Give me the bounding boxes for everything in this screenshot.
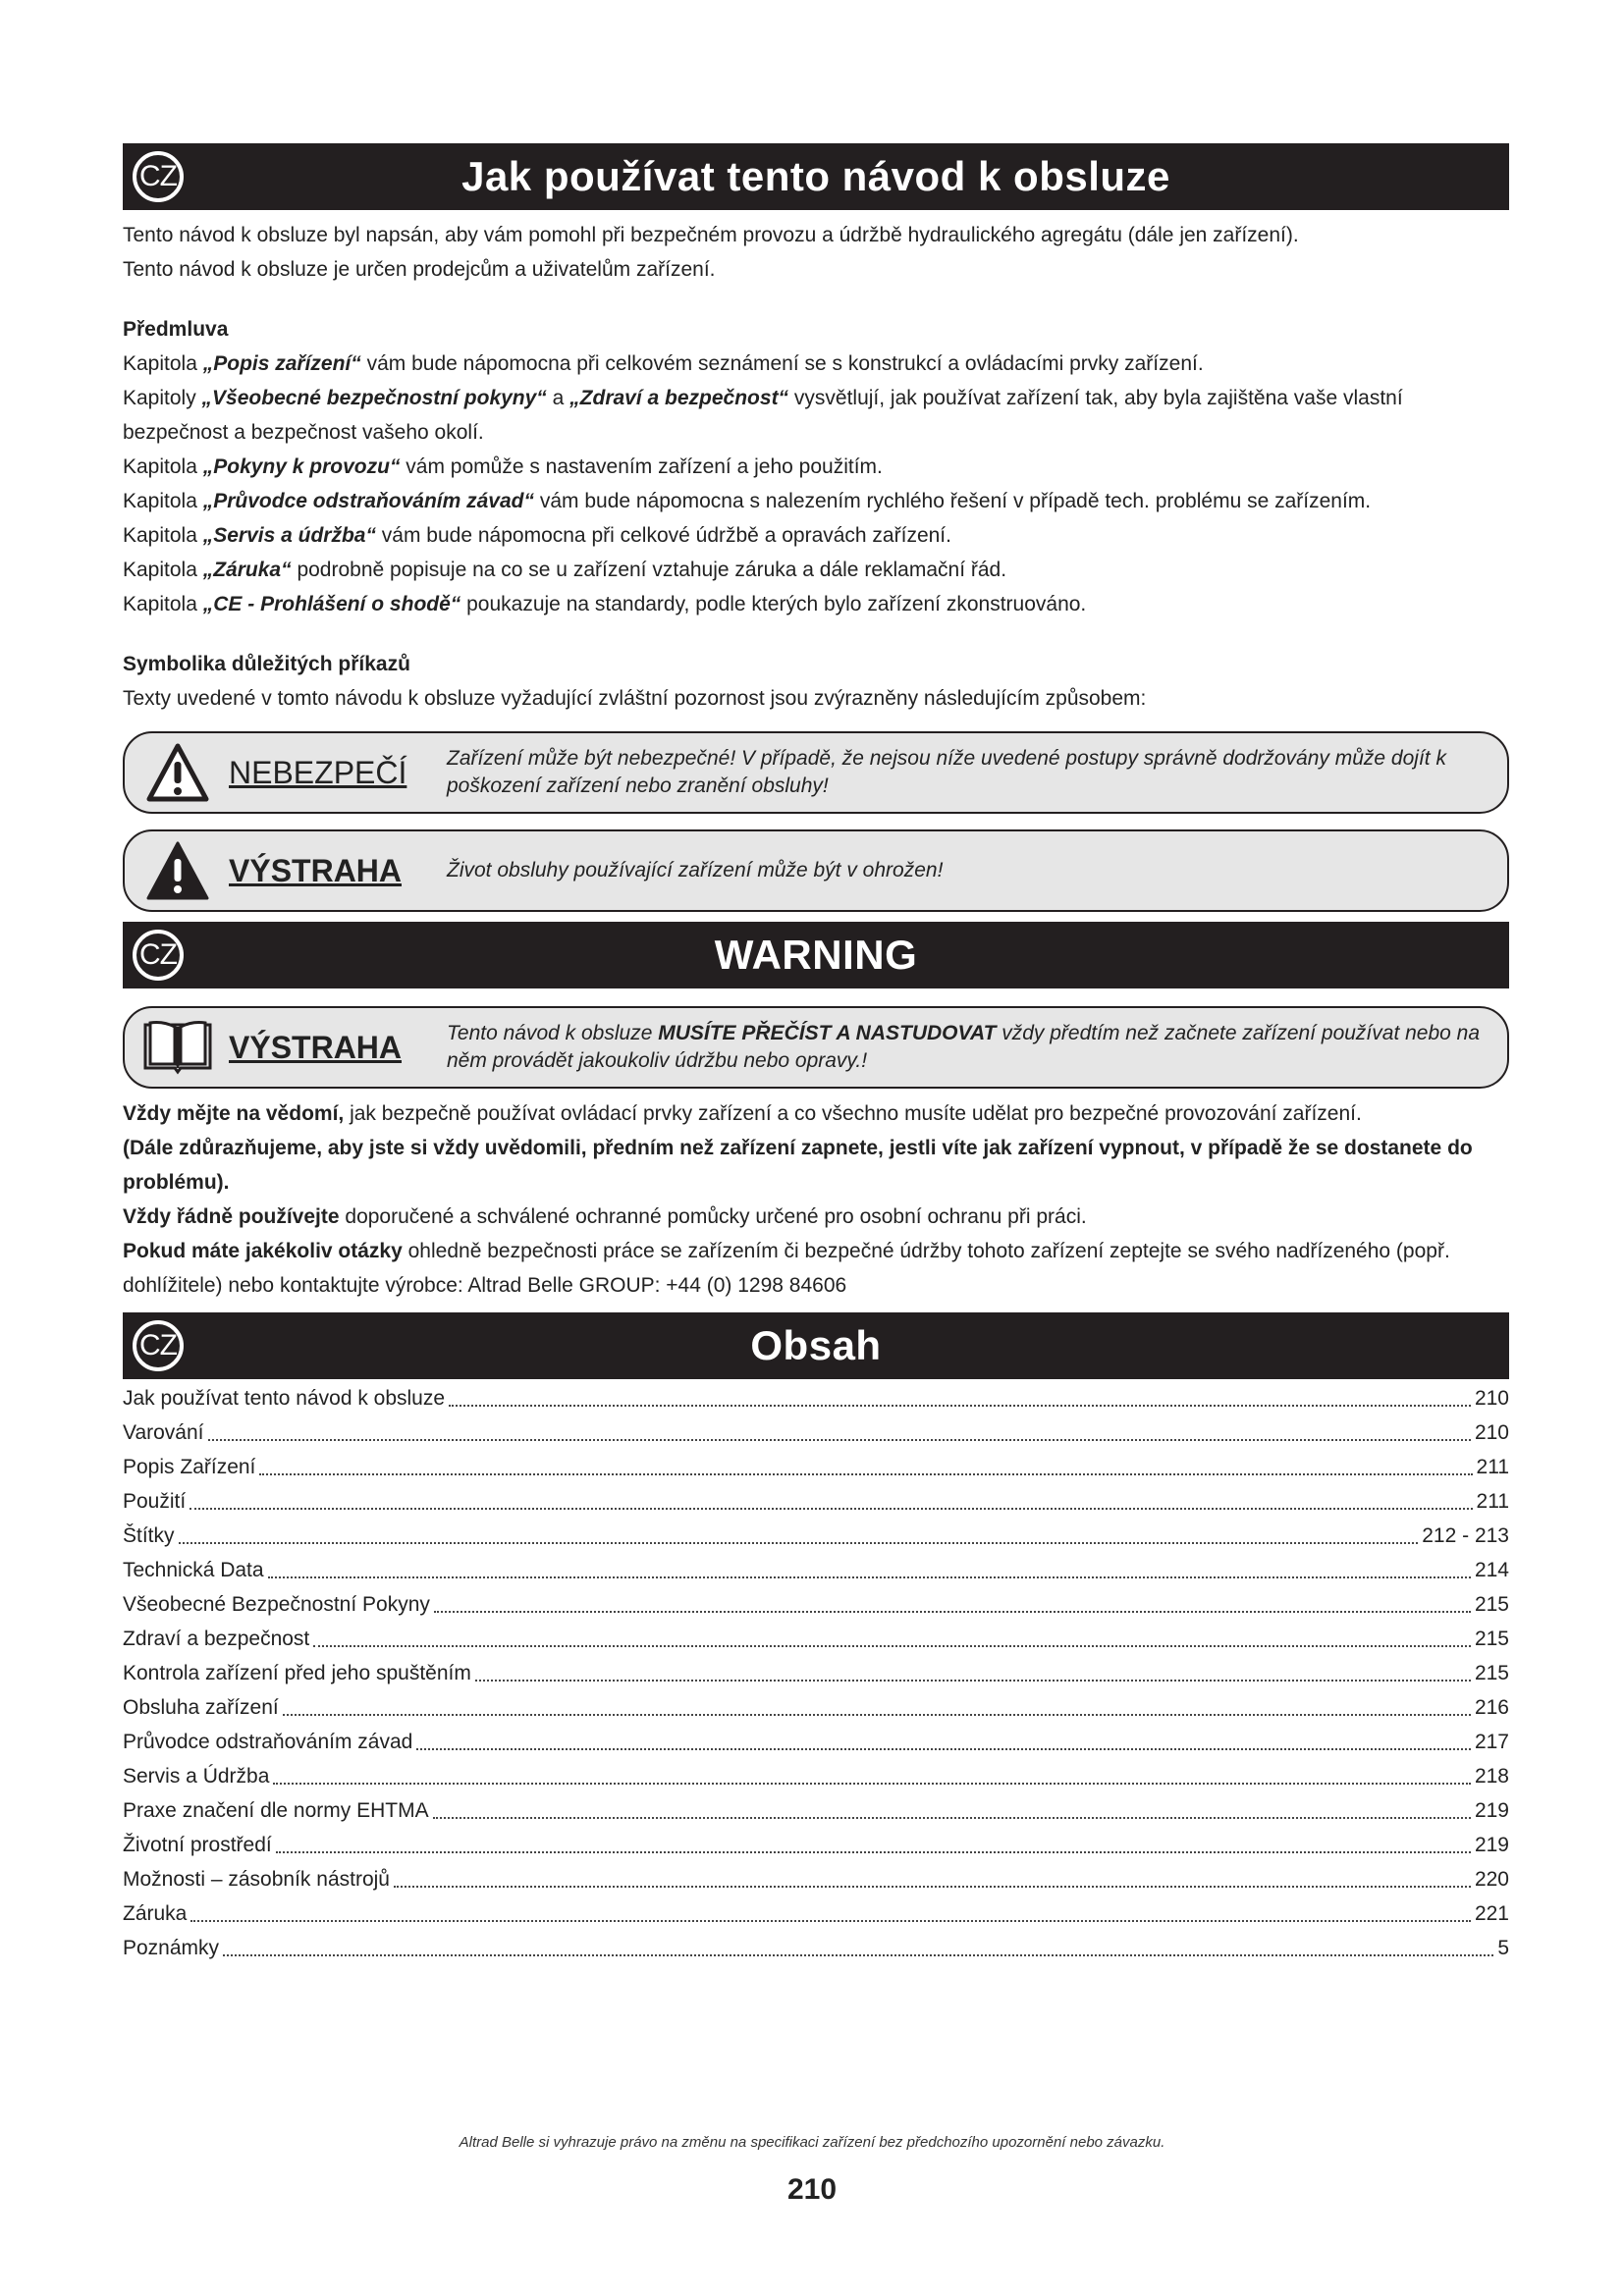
preface-item: Kapitola „Záruka“ podrobně popisuje na co se u zařízení vztahuje záruka a dále reklamační řád. [123,559,1007,581]
toc-entry[interactable] [123,1450,1509,1484]
toc-entry-title: Všeobecné Bezpečnostní Pokyny [123,1593,430,1616]
cz-badge [133,151,184,202]
warning-label: VÝSTRAHA [229,852,403,888]
toc-entry-title: Průvodce odstraňováním závad [123,1731,413,1753]
warning-paragraph: Vždy řádně používejte doporučené a schválené ochranné pomůcky určené pro osobní ochranu při práci. [123,1205,1087,1228]
toc-entry[interactable] [123,1484,1509,1519]
toc-entry-page: 211 [1476,1490,1509,1513]
toc-leader-dots [189,1508,1472,1510]
symbols-heading: Symbolika důležitých příkazů [123,653,410,675]
toc-entry-page: 214 [1474,1559,1509,1581]
manual-notice-message: Tento návod k obsluze MUSÍTE PŘEČÍST A NASTUDOVAT vždy předtím než začnete zařízení používat nebo na něm provádět jakoukoliv údržbu nebo opravy.! [447,1022,1481,1072]
toc-leader-dots [433,1817,1471,1819]
toc-entry[interactable] [123,1896,1509,1931]
toc-entry[interactable] [123,1656,1509,1690]
toc-entry[interactable] [123,1587,1509,1622]
preface-item: Kapitola „Pokyny k provozu“ vám pomůže s nastavením zařízení a jeho použitím. [123,455,883,478]
toc-entry-page: 215 [1474,1593,1509,1616]
toc-entry-page: 219 [1474,1834,1509,1856]
toc-entry-page: 212 - 213 [1422,1524,1509,1547]
toc-entry[interactable] [123,1519,1509,1553]
intro-text [123,218,1509,287]
warning-paragraph: Vždy mějte na vědomí, jak bezpečně používat ovládací prvky zařízení a co všechno musíte udělat pro bezpečné provozování zařízení. [123,1102,1362,1125]
toc-entry-title: Životní prostředí [123,1834,272,1856]
toc-entry[interactable] [123,1862,1509,1896]
section-title: WARNING [714,932,918,978]
toc-leader-dots [313,1645,1471,1647]
toc-entry-page: 215 [1474,1662,1509,1684]
toc-leader-dots [268,1576,1471,1578]
intro-line-2: Tento návod k obsluze je určen prodejcům a uživatelům zařízení. [123,258,716,281]
toc-entry[interactable] [123,1381,1509,1415]
toc-leader-dots [223,1954,1493,1956]
cz-badge-text: CZ [139,938,177,971]
section-header-warning [123,922,1509,988]
toc-entry-page: 211 [1476,1456,1509,1478]
cz-badge [133,930,184,981]
warning-paragraph: (Dále zdůrazňujeme, aby jste si vždy uvědomili, předním než zařízení zapnete, jestli víte jak zařízení vypnout, v případě že se dostanete do problému). [123,1137,1473,1194]
danger-notice [123,731,1509,814]
toc-entry-title: Popis Zařízení [123,1456,256,1478]
manual-page [123,143,1509,1965]
toc-entry-title: Obsluha zařízení [123,1696,279,1719]
toc-leader-dots [434,1611,1471,1613]
cz-badge-text: CZ [139,1329,177,1362]
warning-paragraph: Pokud máte jakékoliv otázky ohledně bezpečnosti práce se zařízením či bezpečné údržby tohoto zařízení zeptejte se svého nadřízeného (popř. dohlížitele) nebo kontaktujte výrobce: Altrad Belle GROUP: +44 (0) 1298 84606 [123,1240,1450,1297]
toc-entry-title: Možnosti – zásobník nástrojů [123,1868,390,1891]
toc-leader-dots [475,1680,1471,1682]
toc-entry-page: 220 [1474,1868,1509,1891]
section-header-usage [123,143,1509,210]
toc-leader-dots [259,1473,1472,1475]
toc-entry-title: Varování [123,1421,204,1444]
toc-entry[interactable] [123,1622,1509,1656]
toc-entry-title: Použití [123,1490,187,1513]
symbols-text: Texty uvedené v tomto návodu k obsluze vyžadující zvláštní pozornost jsou zvýrazněny následujícím způsobem: [123,687,1147,710]
preface-item: Kapitola „Servis a údržba“ vám bude nápomocna při celkové údržbě a opravách zařízení. [123,524,951,547]
toc-leader-dots [190,1920,1471,1922]
toc-entry-title: Servis a Údržba [123,1765,270,1788]
toc-entry-title: Zdraví a bezpečnost [123,1628,310,1650]
toc-entry-page: 221 [1474,1902,1509,1925]
toc-leader-dots [449,1405,1471,1407]
toc-entry[interactable] [123,1793,1509,1828]
toc-entry-page: 216 [1474,1696,1509,1719]
toc-entry-title: Poznámky [123,1937,220,1959]
toc-entry-page: 217 [1474,1731,1509,1753]
toc-leader-dots [276,1851,1471,1853]
warning-triangle-filled-icon [138,840,217,901]
manual-notice-label: VÝSTRAHA [229,1029,403,1065]
section-header-contents [123,1312,1509,1379]
preface-heading: Předmluva [123,318,229,341]
toc-entry-title: Záruka [123,1902,188,1925]
toc-entry[interactable] [123,1828,1509,1862]
toc-leader-dots [416,1748,1471,1750]
cz-badge [133,1320,184,1371]
section-title: Obsah [750,1322,882,1368]
toc-leader-dots [273,1783,1471,1785]
preface-item: Kapitola „Průvodce odstraňováním závad“ vám bude nápomocna s nalezením rychlého řešení v případě tech. problému se zařízením. [123,490,1372,512]
toc-entry[interactable] [123,1415,1509,1450]
toc-entry-page: 210 [1474,1421,1509,1444]
cz-badge-text: CZ [139,160,177,192]
toc-entry[interactable] [123,1931,1509,1965]
preface-item: Kapitoly „Všeobecné bezpečnostní pokyny“ a „Zdraví a bezpečnost“ vysvětlují, jak používat zařízení tak, aby byla zajištěna vaše vlastní bezpečnost a bezpečnost vašeho okolí. [123,387,1403,444]
toc-leader-dots [179,1542,1419,1544]
danger-message: Zařízení může být nebezpečné! V případě, že nejsou níže uvedené postupy správně dodržovány může dojít k poškození zařízení nebo zranění obsluhy! [447,747,1446,797]
toc-leader-dots [208,1439,1471,1441]
toc-entry-title: Štítky [123,1524,175,1547]
preface-item: Kapitola „CE - Prohlášení o shodě“ poukazuje na standardy, podle kterých bylo zařízení zkonstruováno. [123,593,1087,615]
table-of-contents [123,1381,1509,1965]
danger-label: NEBEZPEČÍ [229,754,407,790]
page-number: 210 [786,2173,838,2206]
preface-item: Kapitola „Popis zařízení“ vám bude nápomocna při celkovém seznámení se s konstrukcí a ovládacími prvky zařízení. [123,352,1204,375]
preface-list [123,347,1509,621]
toc-entry[interactable] [123,1725,1509,1759]
toc-entry-title: Technická Data [123,1559,264,1581]
toc-entry[interactable] [123,1690,1509,1725]
toc-entry-title: Jak používat tento návod k obsluze [123,1387,446,1410]
toc-entry-page: 218 [1474,1765,1509,1788]
toc-entry-title: Praxe značení dle normy EHTMA [123,1799,429,1822]
toc-entry-page: 5 [1497,1937,1509,1959]
toc-entry[interactable] [123,1759,1509,1793]
toc-entry-page: 210 [1474,1387,1509,1410]
intro-line-1: Tento návod k obsluze byl napsán, aby vám pomohl při bezpečném provozu a údržbě hydraulického agregátu (dále jen zařízení). [123,224,1299,246]
toc-leader-dots [394,1886,1471,1888]
toc-entry[interactable] [123,1553,1509,1587]
warning-notice [123,829,1509,912]
warning-body [123,1096,1509,1303]
warning-triangle-outline-icon [138,742,217,803]
footer-note: Altrad Belle si vyhrazuje právo na změnu na specifikaci zařízení bez předchozího upozornění nebo závazku. [459,2134,1165,2151]
manual-notice [123,1006,1509,1089]
section-title: Jak používat tento návod k obsluze [461,153,1170,199]
toc-entry-title: Kontrola zařízení před jeho spuštěním [123,1662,471,1684]
open-book-icon [138,1019,217,1076]
toc-entry-page: 219 [1474,1799,1509,1822]
warning-message: Život obsluhy používající zařízení může být v ohrožen! [447,859,944,881]
toc-leader-dots [283,1714,1471,1716]
toc-entry-page: 215 [1474,1628,1509,1650]
